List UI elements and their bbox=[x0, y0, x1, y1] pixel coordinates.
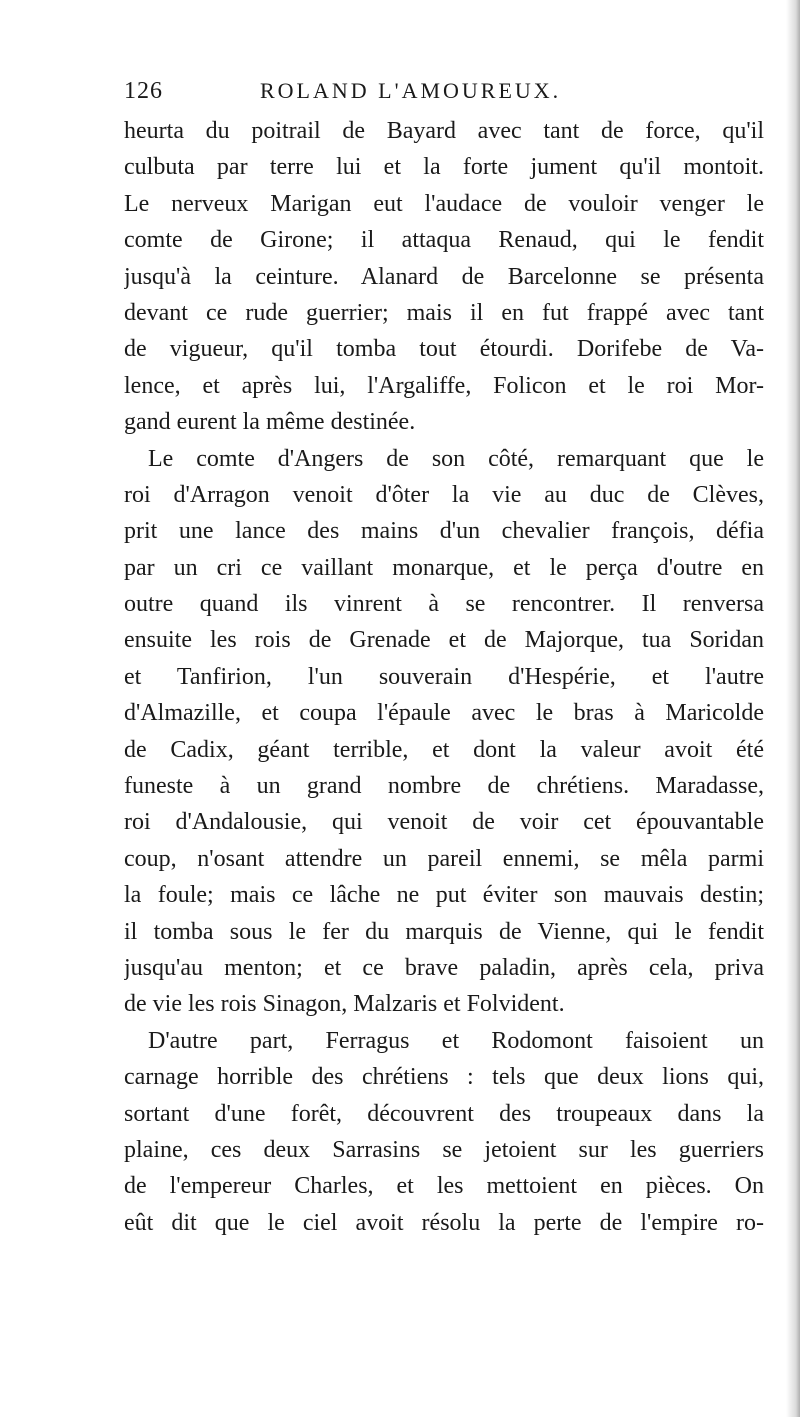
text-line: culbuta par terre lui et la forte jument qu'il montoit. bbox=[124, 154, 764, 181]
paragraph-start: D'autre part, Ferragus et Rodomont faisoient un bbox=[148, 1027, 764, 1054]
text-line: de vigueur, qu'il tomba tout étourdi. Dorifebe de Va- bbox=[124, 336, 764, 363]
text-line: par un cri ce vaillant monarque, et le perça d'outre en bbox=[124, 554, 764, 581]
text-line: d'Almazille, et coupa l'épaule avec le bras à Maricolde bbox=[124, 700, 764, 727]
text-line: la foule; mais ce lâche ne put éviter son mauvais destin; bbox=[124, 882, 764, 909]
text-line: gand eurent la même destinée. bbox=[124, 409, 416, 436]
text-line: lence, et après lui, l'Argaliffe, Folicon et le roi Mor- bbox=[124, 372, 764, 399]
running-title: ROLAND L'AMOUREUX. bbox=[260, 78, 562, 103]
text-line: de vie les rois Sinagon, Malzaris et Folvident. bbox=[124, 991, 565, 1018]
text-line: prit une lance des mains d'un chevalier françois, défia bbox=[124, 518, 764, 545]
text-line: coup, n'osant attendre un pareil ennemi, se mêla parmi bbox=[124, 845, 764, 872]
text-line: plaine, ces deux Sarrasins se jetoient sur les guerriers bbox=[124, 1136, 764, 1163]
text-line: outre quand ils vinrent à se rencontrer. Il renversa bbox=[124, 591, 764, 618]
text-line: comte de Girone; il attaqua Renaud, qui le fendit bbox=[124, 227, 764, 254]
page-number: 126 bbox=[124, 78, 163, 104]
text-line: de Cadix, géant terrible, et dont la valeur avoit été bbox=[124, 736, 764, 763]
text-line: carnage horrible des chrétiens : tels que deux lions qui, bbox=[124, 1064, 764, 1091]
text-line: roi d'Arragon venoit d'ôter la vie au duc de Clèves, bbox=[124, 481, 764, 508]
text-line: sortant d'une forêt, découvrent des troupeaux dans la bbox=[124, 1100, 764, 1127]
text-line: il tomba sous le fer du marquis de Vienne, qui le fendit bbox=[124, 918, 764, 945]
text-line: ensuite les rois de Grenade et de Majorque, tua Soridan bbox=[124, 627, 764, 654]
text-line: funeste à un grand nombre de chrétiens. Maradasse, bbox=[124, 773, 764, 800]
text-line: heurta du poitrail de Bayard avec tant de force, qu'il bbox=[124, 118, 764, 144]
body-text bbox=[124, 113, 764, 1241]
text-line: roi d'Andalousie, qui venoit de voir cet épouvantable bbox=[124, 809, 764, 836]
text-line: eût dit que le ciel avoit résolu la perte de l'empire ro- bbox=[124, 1209, 764, 1236]
text-line: de l'empereur Charles, et les mettoient en pièces. On bbox=[124, 1173, 764, 1200]
page-edge-shadow bbox=[786, 0, 800, 1417]
paragraph-start: Le comte d'Angers de son côté, remarquant que le bbox=[148, 445, 764, 472]
text-line: et Tanfirion, l'un souverain d'Hespérie, et l'autre bbox=[124, 663, 764, 690]
text-line: Le nerveux Marigan eut l'audace de vouloir venger le bbox=[124, 190, 764, 217]
text-line: devant ce rude guerrier; mais il en fut frappé avec tant bbox=[124, 299, 764, 326]
text-line: jusqu'au menton; et ce brave paladin, après cela, priva bbox=[124, 954, 764, 981]
text-line: jusqu'à la ceinture. Alanard de Barcelonne se présenta bbox=[124, 263, 764, 290]
page-header bbox=[124, 78, 624, 112]
